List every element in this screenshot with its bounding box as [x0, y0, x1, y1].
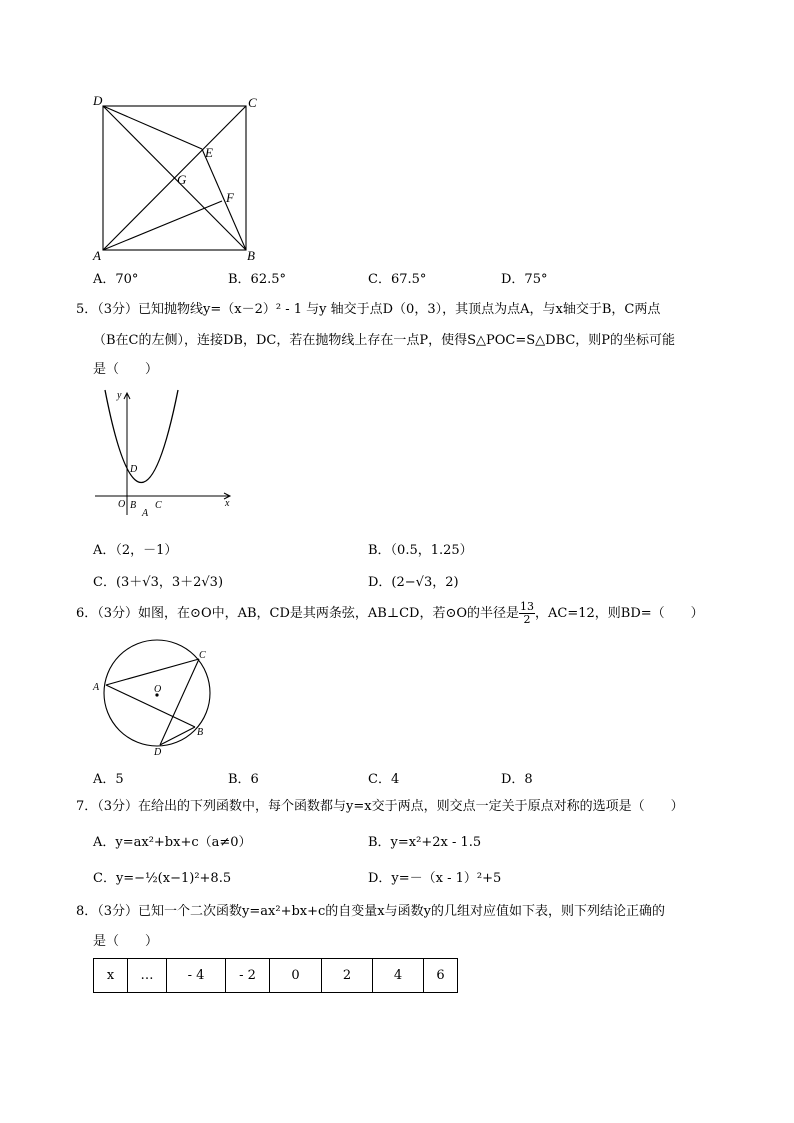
q5-label-C: C	[155, 500, 162, 511]
table-cell: 6	[424, 959, 458, 993]
table-cell: - 4	[167, 959, 226, 993]
q6-label-D: D	[154, 747, 162, 758]
table-cell: x	[94, 959, 128, 993]
q5-label-B: B	[130, 500, 137, 511]
q5-label-x: x	[225, 498, 230, 509]
q8-stem-line1	[76, 904, 665, 920]
q8-value-table	[93, 958, 458, 993]
q7-option-a[interactable]: A．y=ax²+bx+c（a≠0）	[93, 835, 252, 850]
q4-option-b[interactable]: B．62.5°	[228, 272, 286, 287]
q6-text-a: 如图，在⊙O中，AB，CD是其两条弦，AB⊥CD，若⊙O的半径是	[138, 606, 519, 621]
q7-number: 7．（3分）	[76, 799, 139, 814]
q5-text-line2: （B在C的左侧），连接DB，DC，若在抛物线上存在一点P，使得S△POC=S△DBC，则P的坐标可能	[93, 333, 676, 348]
q4-label-G: G	[177, 172, 187, 187]
q5-label-D: D	[130, 464, 138, 475]
q6-frac-num: 13	[520, 600, 534, 613]
q6-label-A: A	[93, 682, 100, 693]
q8-number: 8．（3分）	[76, 904, 139, 919]
q6-option-b[interactable]: B．6	[228, 772, 259, 787]
q6-option-d[interactable]: D．8	[501, 772, 533, 787]
q5-label-O: O	[118, 499, 126, 510]
q7-option-c[interactable]: C．y=−½(x−1)²+8.5	[93, 871, 232, 886]
q5-option-b[interactable]: B．（0.5，1.25）	[368, 543, 473, 558]
q4-label-C: C	[248, 95, 257, 110]
q5-option-d[interactable]: D．(2−√3，2)	[368, 575, 459, 590]
table-cell: …	[128, 959, 167, 993]
q6-option-a[interactable]: A．5	[93, 772, 124, 787]
q4-label-D: D	[93, 93, 103, 108]
q6-radius-fraction	[519, 601, 535, 626]
q6-text-b: ，AC=12，则BD=（ ）	[535, 606, 704, 621]
table-row	[94, 959, 458, 993]
q6-label-B: B	[197, 727, 204, 738]
q4-option-c[interactable]: C．67.5°	[368, 272, 427, 287]
q5-number: 5．（3分）	[76, 302, 139, 317]
q7-option-b[interactable]: B．y=x²+2x - 1.5	[368, 835, 482, 850]
q7-option-d[interactable]: D．y=－（x - 1）²+5	[368, 871, 502, 886]
q4-label-A: A	[93, 248, 101, 263]
table-cell: - 2	[226, 959, 270, 993]
q4-option-d[interactable]: D．75°	[501, 272, 548, 287]
q8-text-line2: 是（ ）	[93, 934, 159, 949]
q4-option-a[interactable]: A．70°	[93, 272, 139, 287]
q7-stem	[76, 799, 684, 815]
q5-stem-line1	[76, 302, 660, 318]
q4-label-E: E	[205, 145, 213, 160]
q6-label-C: C	[199, 650, 206, 661]
q5-text-line3: 是（ ）	[93, 362, 159, 377]
q4-label-F: F	[226, 190, 234, 205]
q7-text: 在给出的下列函数中，每个函数都与y=x交于两点，则交点一定关于原点对称的选项是（ ）	[138, 799, 684, 814]
table-cell: 4	[373, 959, 424, 993]
q6-circle-figure	[90, 637, 220, 762]
q8-text-line1: 已知一个二次函数y=ax²+bx+c的自变量x与函数y的几组对应值如下表，则下列结论正确的	[138, 904, 665, 919]
q6-frac-den: 2	[523, 613, 531, 626]
q6-stem	[76, 598, 704, 630]
q5-option-c[interactable]: C．(3＋√3，3＋2√3)	[93, 575, 224, 590]
q6-number: 6．（3分）	[76, 606, 139, 621]
q4-square-figure	[88, 90, 268, 265]
q5-option-a[interactable]: A．（2，－1）	[93, 543, 178, 558]
q5-parabola-figure	[90, 385, 240, 520]
table-cell: 2	[322, 959, 373, 993]
q5-text-line1: 已知抛物线y=（x－2）² - 1 与y 轴交于点D（0，3），其顶点为点A，与x轴交于B，C两点	[138, 302, 661, 317]
q6-label-O: O	[154, 684, 162, 695]
table-cell: 0	[270, 959, 322, 993]
q4-label-B: B	[247, 248, 255, 263]
q5-label-A: A	[142, 508, 149, 519]
q6-option-c[interactable]: C．4	[368, 772, 400, 787]
q5-label-y: y	[117, 390, 122, 401]
